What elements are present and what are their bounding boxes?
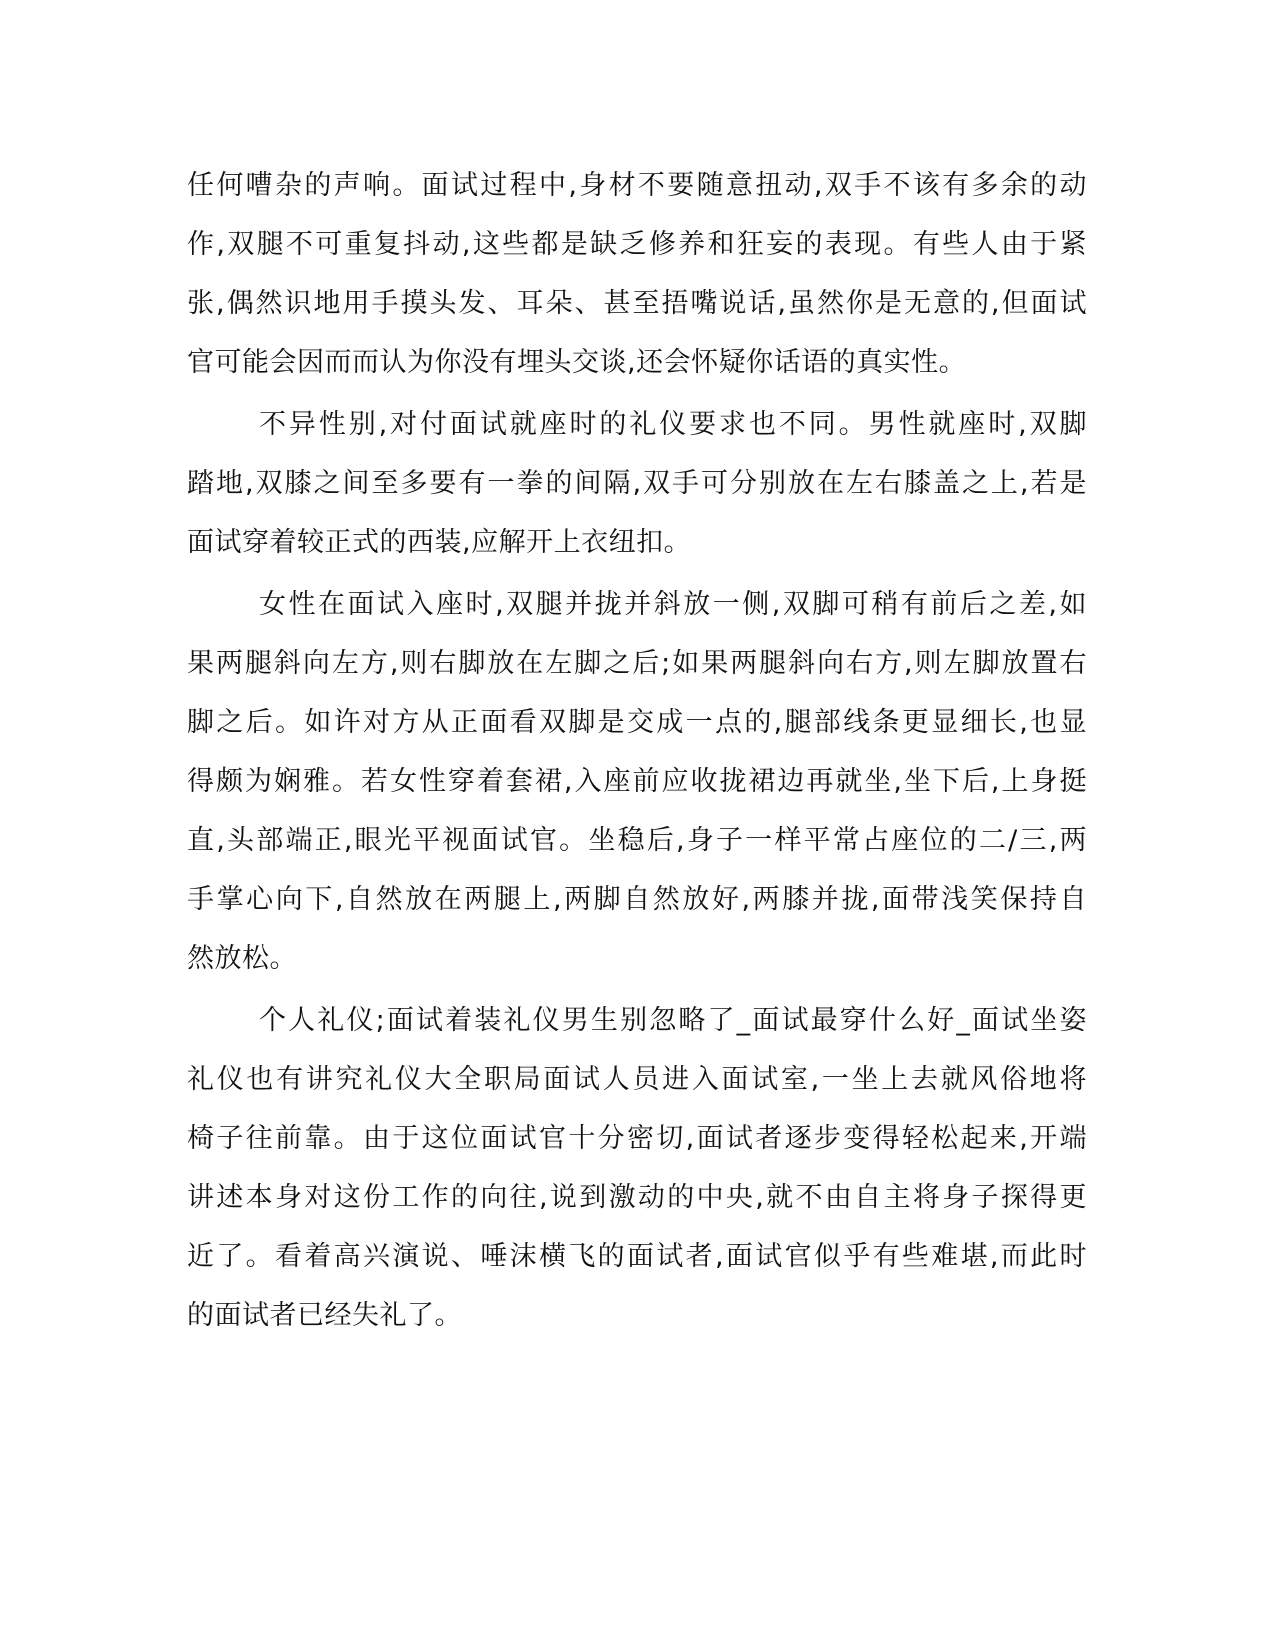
- paragraph-2: [187, 395, 1087, 572]
- text-line: 作,双腿不可重复抖动,这些都是缺乏修养和狂妄的表现。有些人由于紧: [187, 229, 1087, 260]
- text-line: 个人礼仪;面试着装礼仪男生别忽略了_面试最穿什么好_面试坐姿: [259, 1005, 1087, 1036]
- document-body: [187, 156, 1087, 1345]
- text-line: 不异性别,对付面试就座时的礼仪要求也不同。男性就座时,双脚: [259, 409, 1087, 440]
- text-line: 女性在面试入座时,双腿并拢并斜放一侧,双脚可稍有前后之差,如: [259, 589, 1087, 620]
- text-line: 的面试者已经失礼了。: [187, 1300, 462, 1331]
- text-line: 礼仪也有讲究礼仪大全职局面试人员进入面试室,一坐上去就风俗地将: [187, 1064, 1087, 1095]
- text-line: 任何嘈杂的声响。面试过程中,身材不要随意扭动,双手不该有多余的动: [187, 170, 1087, 201]
- text-line: 面试穿着较正式的西装,应解开上衣纽扣。: [187, 527, 692, 558]
- text-line: 然放松。: [187, 943, 297, 974]
- text-line: 果两腿斜向左方,则右脚放在左脚之后;如果两腿斜向右方,则左脚放置右: [187, 648, 1087, 679]
- text-line: 官可能会因而而认为你没有埋头交谈,还会怀疑你话语的真实性。: [187, 347, 967, 378]
- text-line: 手掌心向下,自然放在两腿上,两脚自然放好,两膝并拢,面带浅笑保持自: [187, 884, 1087, 915]
- text-line: 椅子往前靠。由于这位面试官十分密切,面试者逐步变得轻松起来,开端: [187, 1123, 1087, 1154]
- text-line: 近了。看着高兴演说、唾沫横飞的面试者,面试官似乎有些难堪,而此时: [187, 1241, 1087, 1272]
- text-line: 得颇为娴雅。若女性穿着套裙,入座前应收拢裙边再就坐,坐下后,上身挺: [187, 766, 1087, 797]
- text-line: 讲述本身对这份工作的向往,说到激动的中央,就不由自主将身子探得更: [187, 1182, 1087, 1213]
- text-line: 踏地,双膝之间至多要有一拳的间隔,双手可分别放在左右膝盖之上,若是: [187, 468, 1087, 499]
- text-line: 张,偶然识地用手摸头发、耳朵、甚至捂嘴说话,虽然你是无意的,但面试: [187, 288, 1087, 319]
- paragraph-1: [187, 156, 1087, 392]
- text-line: 直,头部端正,眼光平视面试官。坐稳后,身子一样平常占座位的二/三,两: [187, 825, 1087, 856]
- text-line: 脚之后。如许对方从正面看双脚是交成一点的,腿部线条更显细长,也显: [187, 707, 1087, 738]
- paragraph-3: [187, 575, 1087, 988]
- paragraph-4: [187, 991, 1087, 1345]
